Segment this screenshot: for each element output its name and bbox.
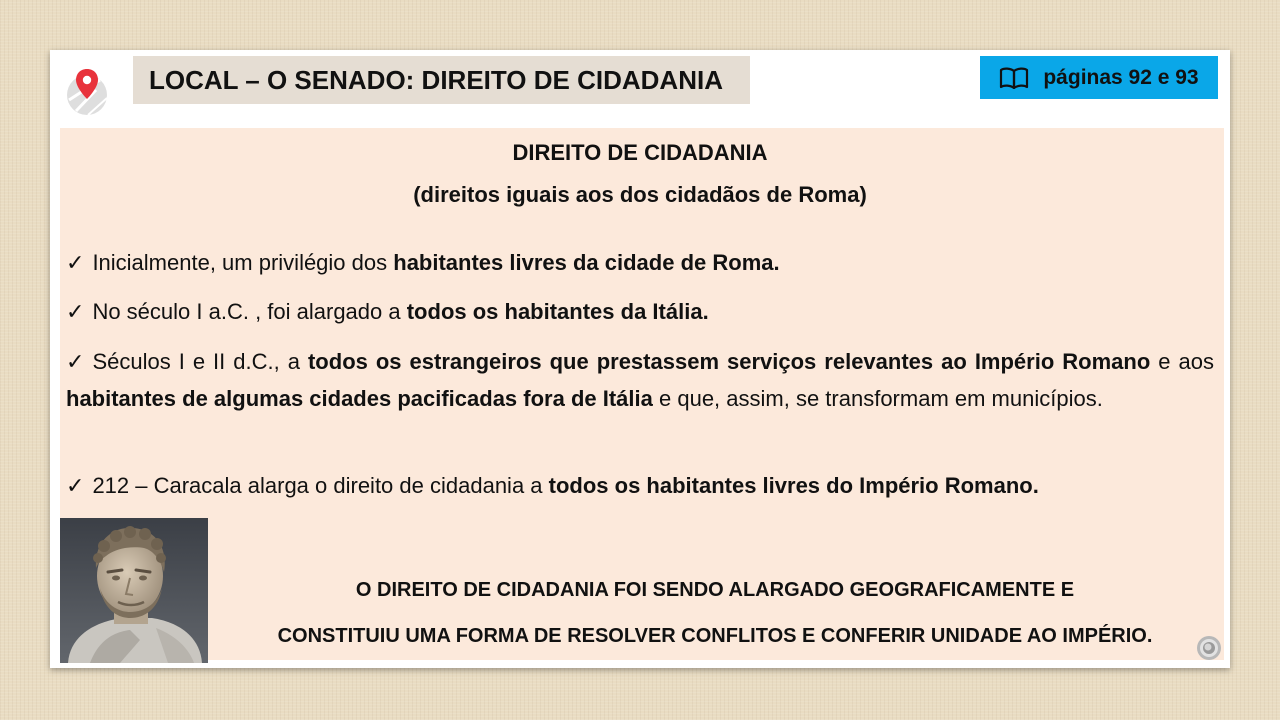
- bullet-emphasis: habitantes livres da cidade de Roma.: [393, 250, 780, 275]
- bullet-emphasis: habitantes de algumas cidades pacificadas fora de Itália: [66, 386, 653, 411]
- bullet-item: [66, 467, 1214, 504]
- conclusion-line: O DIREITO DE CIDADANIA FOI SENDO ALARGADO GEOGRAFICAMENTE E: [355, 579, 1075, 601]
- section-subheading: (direitos iguais aos dos cidadãos de Roma): [413, 182, 867, 207]
- slide-card: [50, 50, 1230, 668]
- section-heading: DIREITO DE CIDADANIA: [512, 140, 768, 165]
- bullet-emphasis: todos os habitantes livres do Império Romano.: [548, 473, 1039, 498]
- slide-title: [133, 56, 750, 104]
- bullet-text: e aos: [1150, 349, 1214, 374]
- bullet-emphasis: todos os estrangeiros que prestassem serviços relevantes ao Império Romano: [307, 349, 1151, 374]
- bullet-emphasis: todos os habitantes da Itália.: [406, 299, 709, 324]
- caracalla-bust-image: [60, 518, 208, 663]
- map-pin-icon: [62, 66, 112, 116]
- bullet-item: [66, 343, 1214, 417]
- bullet-item: [66, 293, 1214, 330]
- bullet-text: No século I a.C. , foi alargado a: [92, 299, 407, 324]
- checkmark-icon: ✓: [66, 250, 85, 275]
- checkmark-icon: ✓: [66, 473, 85, 498]
- navigation-button-icon[interactable]: [1195, 634, 1223, 662]
- pages-badge: [980, 56, 1218, 99]
- slide-title-text: LOCAL – O SENADO: DIREITO DE CIDADANIA: [149, 64, 723, 95]
- checkmark-icon: ✓: [66, 349, 85, 374]
- conclusion-line: CONSTITUIU UMA FORMA DE RESOLVER CONFLITOS E CONFERIR UNIDADE AO IMPÉRIO.: [277, 625, 1153, 647]
- content-panel: [60, 128, 1224, 660]
- bullet-text: 212 – Caracala alarga o direito de cidadania a: [92, 473, 549, 498]
- bullet-item: [66, 244, 1214, 281]
- checkmark-icon: ✓: [66, 299, 85, 324]
- pages-label: páginas 92 e 93: [1043, 65, 1199, 89]
- open-book-icon: [999, 67, 1029, 89]
- bullet-text: Inicialmente, um privilégio dos: [92, 250, 394, 275]
- bullet-text: e que, assim, se transformam em municípios.: [652, 386, 1103, 411]
- bullet-text: Séculos I e II d.C., a: [92, 349, 308, 374]
